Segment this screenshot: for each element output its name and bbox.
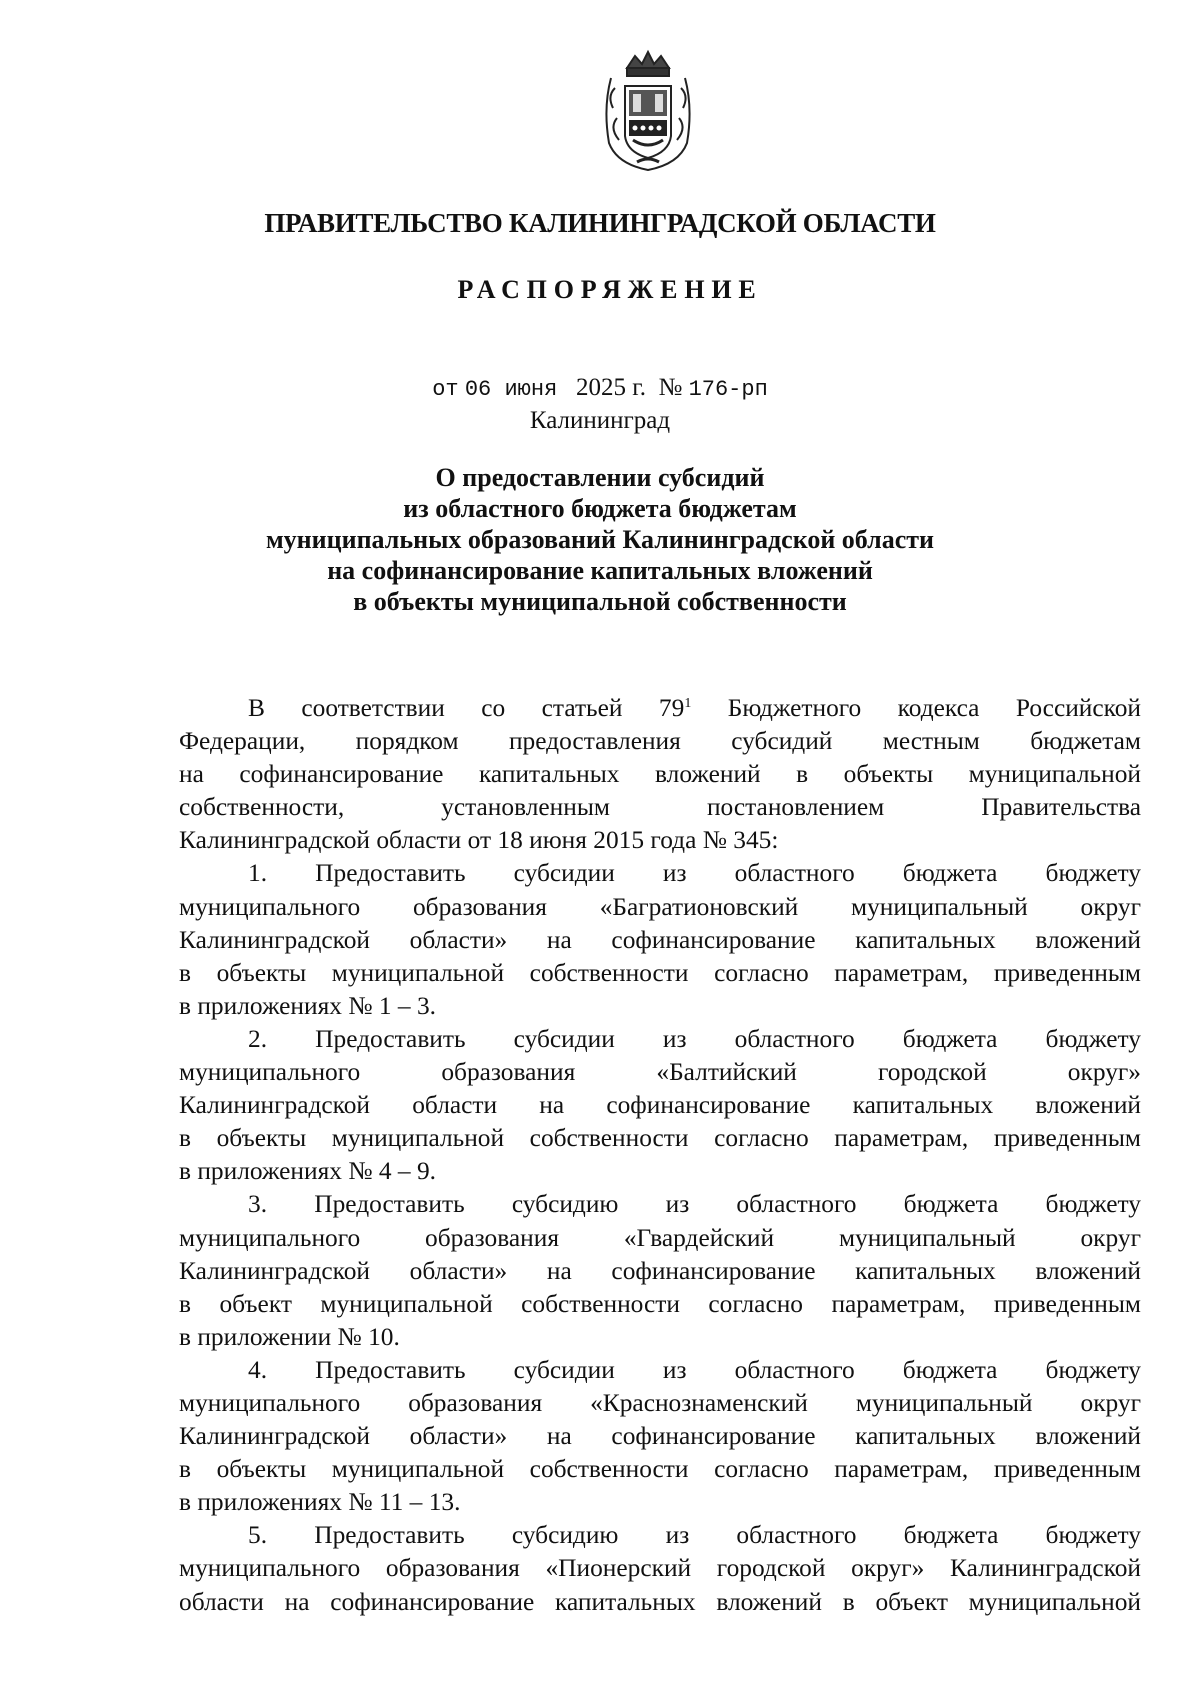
article-superscript: 1 <box>684 696 692 711</box>
item-line: в приложениях № 1 – 3. <box>179 991 437 1020</box>
preamble-first-line <box>179 692 1141 725</box>
item-text: Предоставить субсидию из областного бюджета бюджету <box>314 1190 1141 1219</box>
item-line: Калининградской области на софинансирование капитальных вложений <box>179 1091 1141 1120</box>
item-line: Калининградской области» на софинансирование капитальных вложений <box>179 1422 1141 1451</box>
document-number: 176-рп <box>688 377 768 402</box>
item-first-line <box>179 857 1141 890</box>
organization-title: ПРАВИТЕЛЬСТВО КАЛИНИНГРАДСКОЙ ОБЛАСТИ <box>264 208 936 238</box>
item-line: Калининградской области» на софинансирование капитальных вложений <box>179 925 1141 954</box>
item-line: в объекты муниципальной собственности согласно параметрам, приведенным <box>179 958 1141 987</box>
item-line: муниципального образования «Балтийский городской округ» <box>179 1058 1141 1087</box>
date-prefix: от <box>432 377 459 402</box>
item-number: 2. <box>248 1024 268 1053</box>
item-number: 5. <box>248 1521 268 1550</box>
item-line: муниципального образования «Багратионовский муниципальный округ <box>179 892 1141 921</box>
preamble-text: Бюджетного кодекса Российской <box>691 694 1141 722</box>
item-text: Предоставить субсидии из областного бюджета бюджету <box>315 859 1141 888</box>
date-number-line <box>0 374 1200 402</box>
item-text: Предоставить субсидии из областного бюджета бюджету <box>315 1024 1141 1053</box>
item-number: 3. <box>248 1190 268 1219</box>
subject-line: в объекты муниципальной собственности <box>353 587 847 616</box>
item-text: Предоставить субсидии из областного бюджета бюджету <box>315 1355 1141 1384</box>
preamble-line: Федерации, порядком предоставления субсидий местным бюджетам <box>179 727 1141 756</box>
subject-title <box>0 462 1200 617</box>
preamble-text: В соответствии со статьей 79 <box>248 694 685 722</box>
item-line: муниципального образования «Краснознаменский муниципальный округ <box>179 1388 1141 1417</box>
document-body <box>179 692 1141 1619</box>
coat-of-arms-icon <box>597 48 699 172</box>
item-line: в объекты муниципальной собственности согласно параметрам, приведенным <box>179 1455 1141 1484</box>
subject-line: из областного бюджета бюджетам <box>403 494 797 523</box>
item-line: в объекты муниципальной собственности согласно параметрам, приведенным <box>179 1124 1141 1153</box>
preamble-line: собственности, установленным постановлением Правительства <box>179 793 1141 822</box>
item-first-line <box>179 1354 1141 1387</box>
number-sign: № <box>658 374 683 401</box>
item-first-line <box>179 1519 1141 1552</box>
city: Калининград <box>529 407 671 434</box>
item-text: Предоставить субсидию из областного бюджета бюджету <box>314 1521 1141 1550</box>
item-line: Калининградской области» на софинансирование капитальных вложений <box>179 1256 1141 1285</box>
item-line: муниципального образования «Гвардейский муниципальный округ <box>179 1223 1141 1252</box>
item-line: муниципального образования «Пионерский городской округ» Калининградской <box>179 1554 1141 1583</box>
item-first-line <box>179 1023 1141 1056</box>
item-number: 1. <box>248 859 268 888</box>
item-line: в приложениях № 11 – 13. <box>179 1488 461 1517</box>
item-line: в объект муниципальной собственности согласно параметрам, приведенным <box>179 1289 1141 1318</box>
item-line: области на софинансирование капитальных вложений в объект муниципальной <box>179 1587 1141 1616</box>
subject-line: на софинансирование капитальных вложений <box>327 556 873 585</box>
subject-line: муниципальных образований Калининградской области <box>265 525 935 554</box>
date-day-month: 06 июня <box>464 377 558 402</box>
item-number: 4. <box>248 1355 268 1384</box>
preamble-line: Калининградской области от 18 июня 2015 года № 345: <box>179 826 779 855</box>
subject-line: О предоставлении субсидий <box>435 463 765 492</box>
preamble-line: на софинансирование капитальных вложений в объекты муниципальной <box>179 760 1141 789</box>
item-first-line <box>179 1188 1141 1221</box>
item-line: в приложении № 10. <box>179 1322 400 1351</box>
document-type: РАСПОРЯЖЕНИЕ <box>457 275 763 304</box>
date-year: 2025 г. <box>576 374 646 401</box>
item-line: в приложениях № 4 – 9. <box>179 1157 437 1186</box>
